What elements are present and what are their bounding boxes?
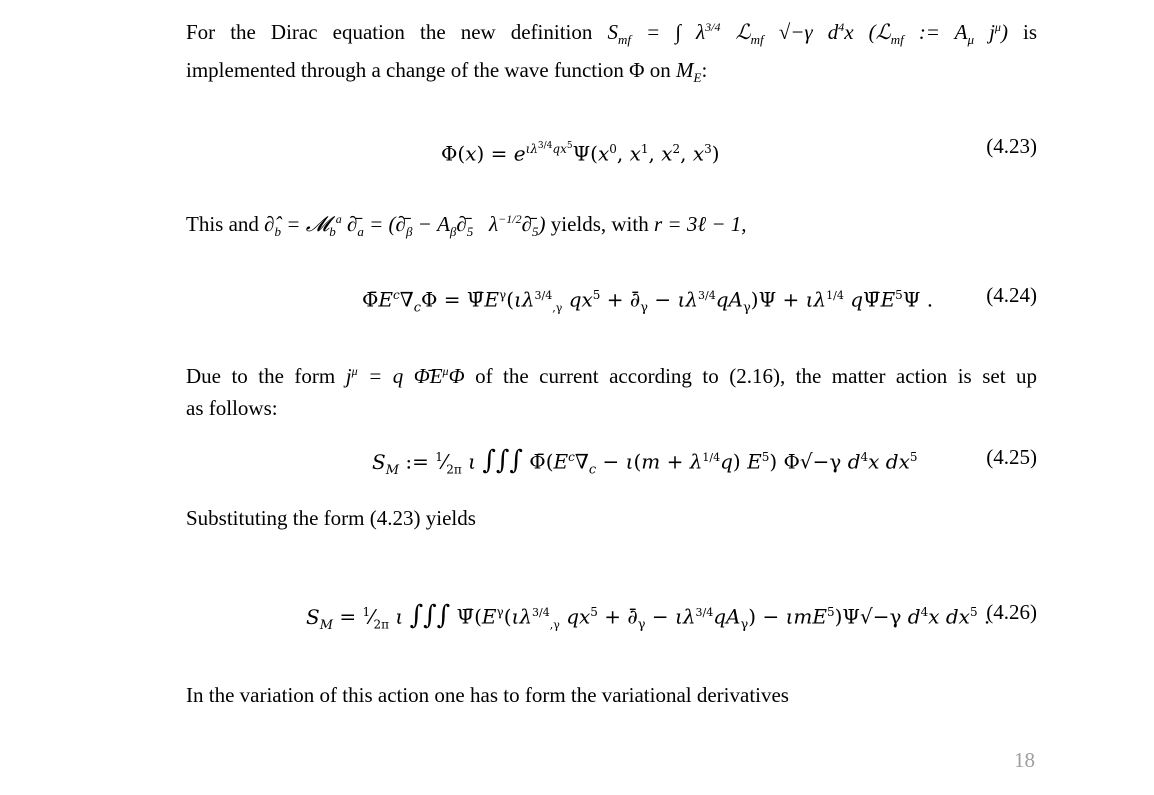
p1-colon: : [701,58,708,82]
equation-4-26: $S_M$ = $^1⁄_{2\pi}$ ι ∫∫∫ $\Psī(E^\gamma(\iota\lambda^{3/4}_{,\gamma}$ $qx^5$ + $\partial̄_\gamma - \iota\lambda^{3/4}qA_\gamma) - \iota mE^5)\Psi√-\gamma$ $d^4x$ $dx^5$ . [306,600,991,633]
equation-number: (4.26) [986,600,1037,624]
equation-4-25-row [186,437,1037,477]
equation-4-25: $S_M$ := $^1⁄_{2\pi}$ ι ∫∫∫ $\Phī(E^c\nabla_c - \iota(m + \lambda^{1/4}q)$ $E^5$) Φ√−γ $d^4x$ $dx^5$ [372,445,918,478]
paragraph-4: Substituting the form (4.23) yields [186,506,476,530]
equation-4-24-row [186,275,1037,315]
paragraph-2 [186,206,747,245]
r-definition-formula: r = 3ℓ − 1, [653,212,747,236]
p1-text-c: implemented through a change of the wave function Φ on [186,58,671,82]
smf-definition-formula: $S_{mf}$ = ∫ $\lambda^{3/4}$ ℒ$_{mf}$ √−γ $d^4x$ [607,20,854,48]
p2-text-a: This and [186,212,259,236]
equation-number: (4.24) [986,283,1037,307]
lagrangian-definition-formula: (ℒ$_{mf}$ := $A_\mu$ $j^\mu$) [868,20,1008,48]
paragraph-1-line-1 [186,14,1037,53]
equation-number: (4.25) [986,445,1037,469]
equation-4-24: $\PhīE^c\nabla_c\Phi$ = $\PsīE^\gamma(\iota\lambda^{3/4}_{,\gamma}$ $qx^5$ + $\partial̄_\gamma - \iota\lambda^{3/4}qA_\gamma)\Psi + \iota\lambda^{1/4}$ $q\PsīE^5\Psi$ . [362,287,934,316]
paragraph-1-line-2 [186,57,707,91]
p1-text-a: For the Dirac equation the new definition [186,20,593,44]
derivative-transform-formula: $\partial̂_b$ = 𝓜$_b^a$ $\partial̄_a$ = ($\partial̄_\beta$ − $A_\beta\partial̄_5$ $\lambda^{-1/2}\partial̄_5$) [264,212,546,240]
p2-text-b: yields, with [550,212,649,236]
paragraph-5: In the variation of this action one has to form the variational derivatives [186,683,789,707]
manifold-symbol: $M_E$ [676,58,702,86]
paragraph-3-line-1 [186,358,1037,389]
page-number: 18 [1014,748,1035,772]
equation-4-23-row [186,126,1037,166]
equation-number: (4.23) [986,134,1037,158]
paragraph-3-line-2: as follows: [186,396,278,420]
equation-4-26-row [186,592,1037,632]
p3-text-a: Due to the form [186,364,336,388]
p1-text-b: is [1023,20,1038,44]
p3-text-b: of the current according to (2.16), the matter action is set up [475,364,1038,388]
equation-4-23: $\Phi(x) = e^{\iota\lambda^{3/4}qx^5}\Psi(x^0$, $x^1$, $x^2$, $x^3$) [441,141,720,166]
current-formula: $j^\mu = q$ $\PhīE^\mu\Phi$ [345,364,465,388]
